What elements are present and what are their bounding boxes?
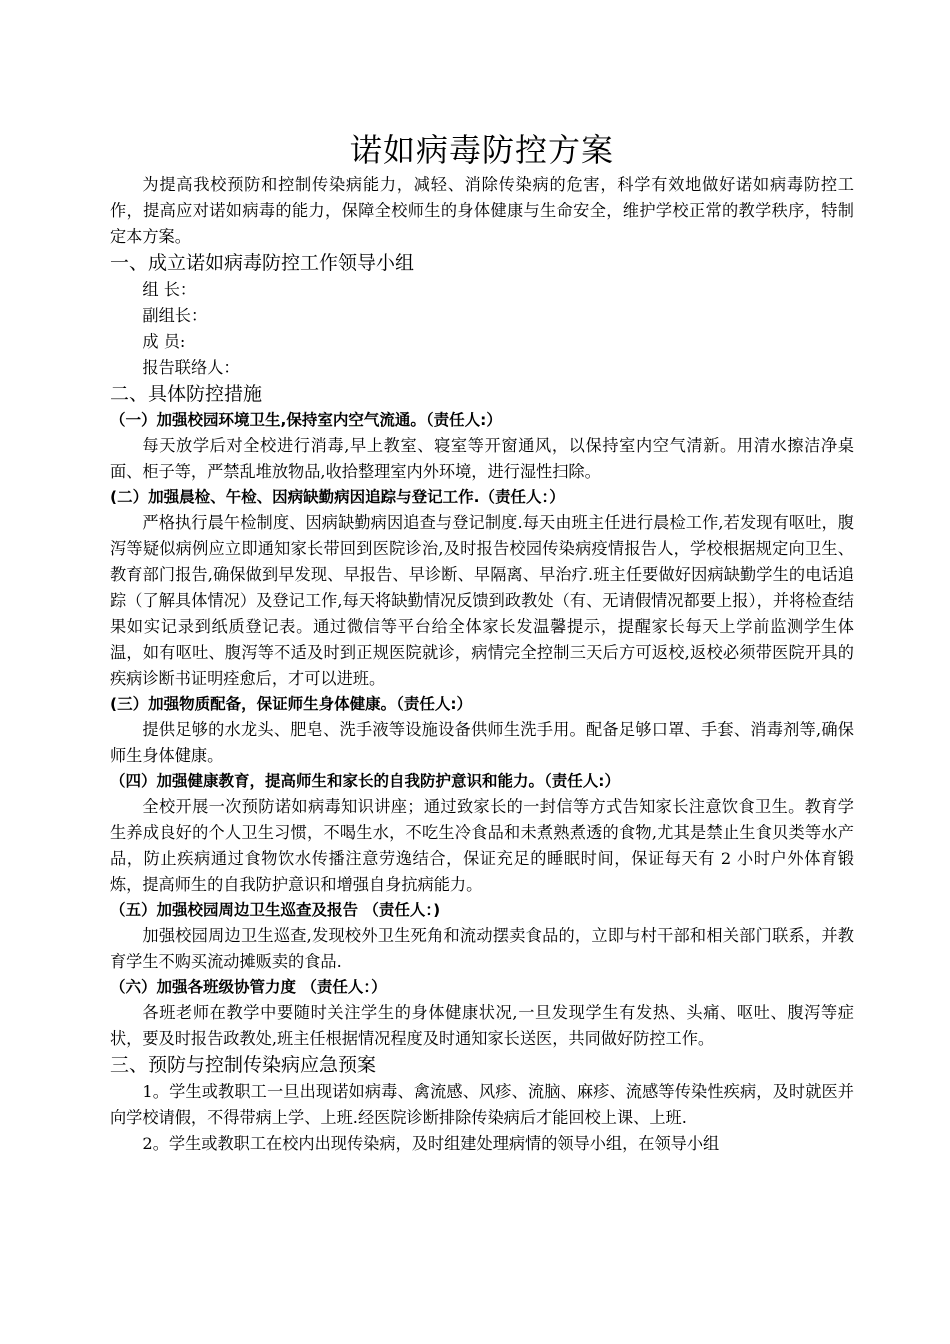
section3-heading: 三、预防与控制传染病应急预案 xyxy=(110,1054,377,1076)
measure-5-body: 加强校园周边卫生巡查,发现校外卫生死角和流动摆卖食品的，立即与村干部和相关部门联系，并教育学生不购买流动摊贩卖的食品. xyxy=(110,926,854,971)
intro-paragraph: 为提高我校预防和控制传染病能力，减轻、消除传染病的危害，科学有效地做好诺如病毒防控工作，提高应对诺如病毒的能力，保障全校师生的身体健康与生命安全，维护学校正常的教学秩序，特制定本方案。 xyxy=(110,175,854,246)
measure-3-heading: (三）加强物质配备，保证师生身体健康。（责任人:） xyxy=(110,695,473,713)
document-title: 诺如病毒防控方案 xyxy=(349,131,614,169)
measure-4-heading: （四）加强健康教育，提高师生和家长的自我防护意识和能力。（责任人:） xyxy=(110,772,620,790)
measure-1-heading: （一）加强校园环境卫生,保持室内空气流通。（责任人:） xyxy=(110,411,502,429)
measure-2-body: 严格执行晨午检制度、因病缺勤病因追查与登记制度.每天由班主任进行晨检工作,若发现有呕吐，腹泻等疑似病例应立即通知家长带回到医院诊治,及时报告校园传染病疫情报告人，学校根据规定向卫生、教育部门报告,确保做到早发现、早报告、早诊断、早隔离、早治疗.班主任要做好因病缺勤学生的电话追踪（了解具体情况）及登记工作,每天将缺勤情况反馈到政教处（有、无请假情况都要上报），并将检查结果如实记录到纸质登记表。通过微信等平台给全体家长发温馨提示，提醒家长每天上学前监测学生体温，如有呕吐、腹泻等不适及时到正规医院就诊，病情完全控制三天后方可返校,返校必须带医院开具的疾病诊断书证明痊愈后，才可以进班。 xyxy=(110,513,854,688)
plan-paragraph-2: 2。学生或教职工在校内出现传染病，及时组建处理病情的领导小组，在领导小组 xyxy=(142,1134,720,1153)
measure-4-body: 全校开展一次预防诺如病毒知识讲座；通过致家长的一封信等方式告知家长注意饮食卫生。教育学生养成良好的个人卫生习惯，不喝生水，不吃生冷食品和未煮熟煮透的食物,尤其是禁止生食贝类等水产品，防止疾病通过食物饮水传播注意劳逸结合，保证充足的睡眠时间，保证每天有 2 小时户外体育锻炼，提高师生的自我防护意识和增强自身抗病能力。 xyxy=(110,797,854,894)
plan-paragraph-1: 1。学生或教职工一旦出现诺如病毒、禽流感、风疹、流脑、麻疹、流感等传染性疾病，及时就医并向学校请假，不得带病上学、上班.经医院诊断排除传染病后才能回校上课、上班. xyxy=(110,1082,854,1127)
measure-5-heading: （五）加强校园周边卫生巡查及报告 （责任人：) xyxy=(110,901,441,919)
role-members: 成 员: xyxy=(142,332,186,351)
section2-heading: 二、具体防控措施 xyxy=(110,383,263,405)
role-deputy-leader: 副组长： xyxy=(142,306,208,325)
measure-6-heading: （六）加强各班级协管力度 （责任人：） xyxy=(110,978,387,996)
measure-2-heading: (二）加强晨检、午检、因病缺勤病因追踪与登记工作.（责任人：） xyxy=(110,488,565,506)
measure-1-body: 每天放学后对全校进行消毒,早上教室、寝室等开窗通风，以保持室内空气清新。用清水擦洁净桌面、柜子等，严禁乱堆放物品,收拾整理室内外环境，进行湿性扫除。 xyxy=(110,436,854,481)
measure-6-body: 各班老师在教学中要随时关注学生的身体健康状况,一旦发现学生有发热、头痛、呕吐、腹泻等症状，要及时报告政教处,班主任根据情况程度及时通知家长送医，共同做好防控工作。 xyxy=(110,1003,854,1048)
section1-heading: 一、成立诺如病毒防控工作领导小组 xyxy=(110,252,415,274)
measure-3-body: 提供足够的水龙头、肥皂、洗手液等设施设备供师生洗手用。配备足够口罩、手套、消毒剂等,确保师生身体健康。 xyxy=(110,720,854,765)
role-leader: 组 长： xyxy=(142,280,197,299)
role-report-contact: 报告联络人： xyxy=(142,358,240,377)
